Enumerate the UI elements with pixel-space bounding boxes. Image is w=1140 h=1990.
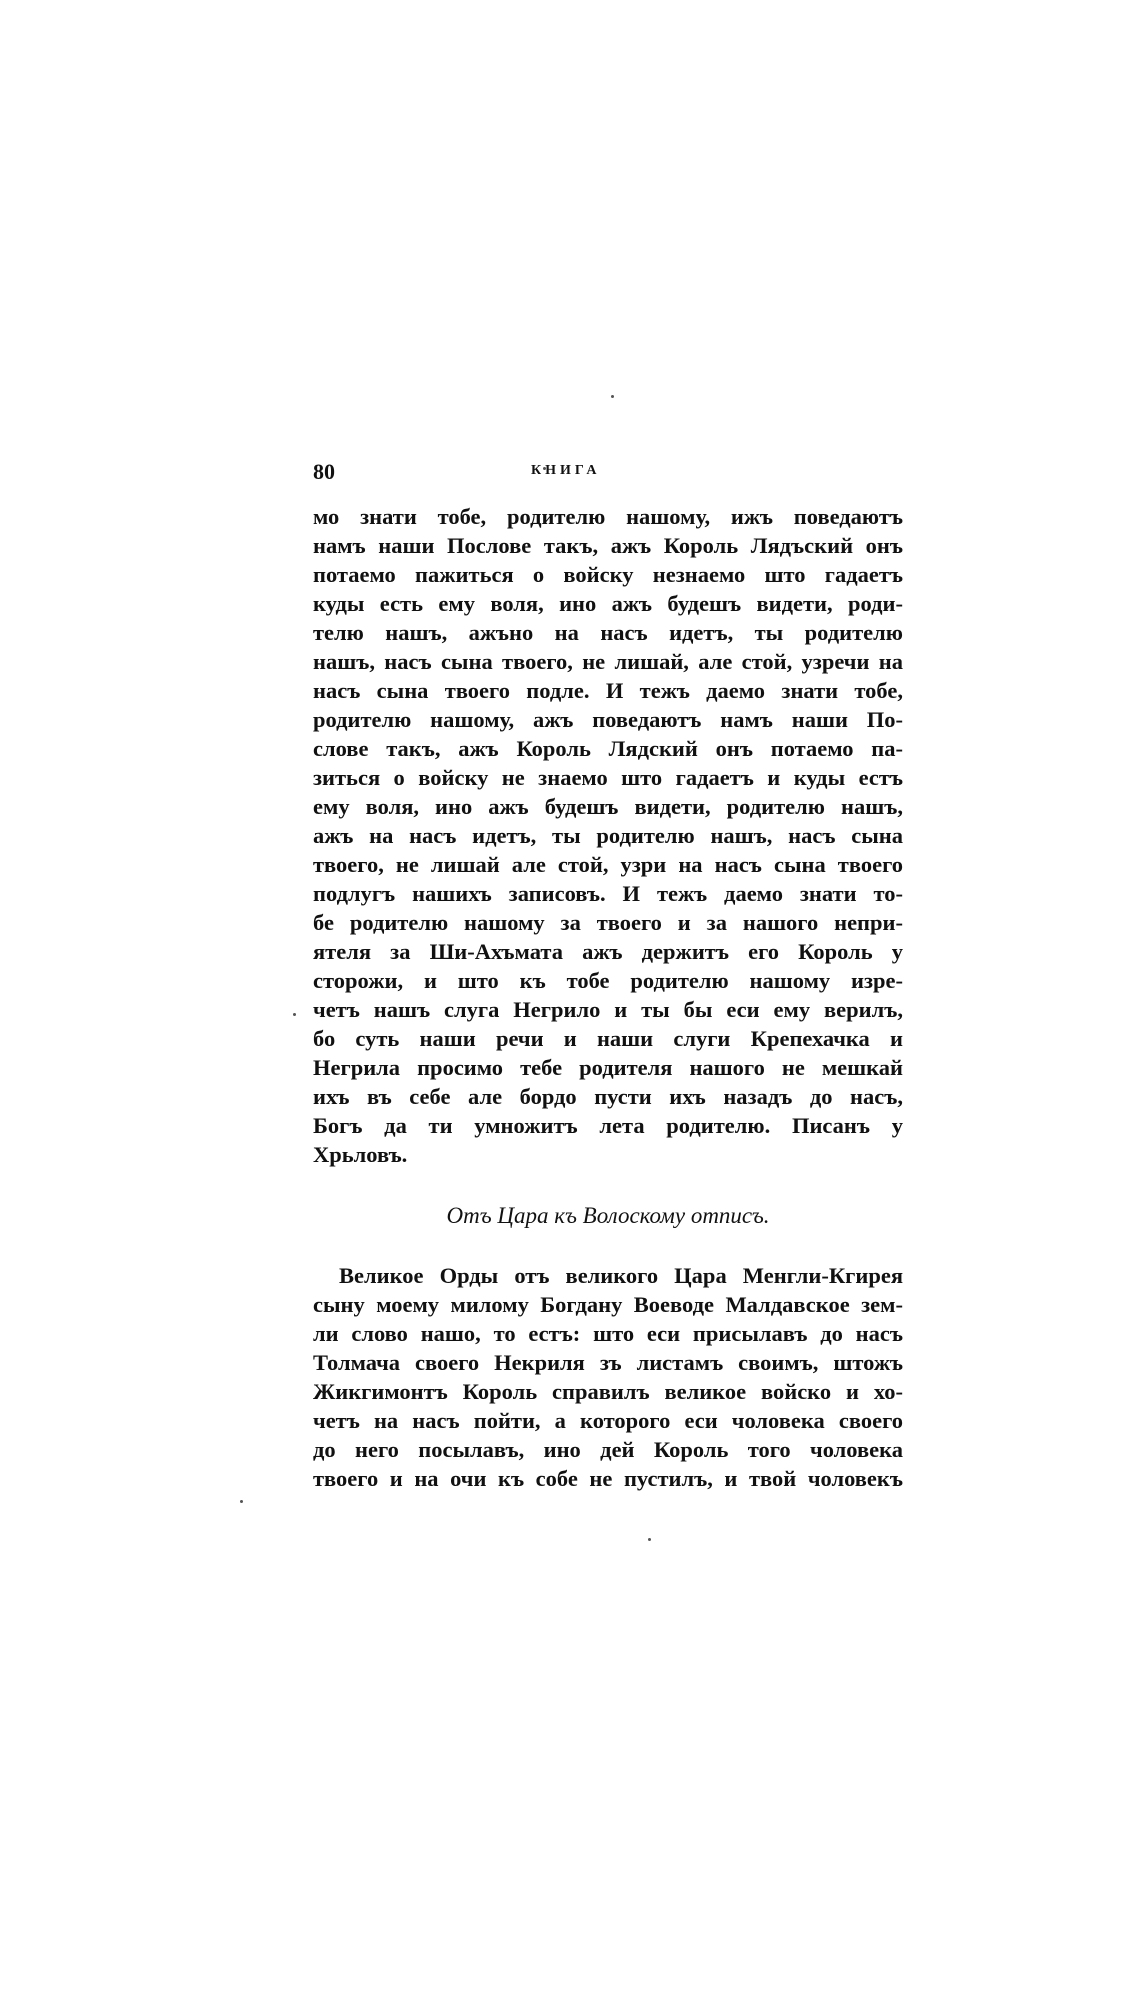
paragraph-2 [313,1261,903,1493]
text-line: насъ сына твоего подле. И тежъ даемо знати тобе, [313,678,903,703]
text-line: Богъ да ти умножитъ лета родителю. Писанъ у [313,1113,903,1138]
text-line: зиться о войску не знаемо што гадаетъ и куды естъ [313,765,903,790]
text-line: сыну моему милому Богдану Воеводе Малдавское зем- [313,1292,903,1317]
text-line: ятеля за Ши-Ахъмата ажъ держитъ его Король у [313,939,903,964]
text-line: ихъ въ себе але бордо пусти ихъ назадъ до насъ, [313,1084,903,1109]
text-line: до него посылавъ, ино дей Король того чоловека [313,1437,903,1462]
text-line: Негрила просимо тебе родителя нашого не мешкай [313,1055,903,1080]
text-line: мо знати тобе, родителю нашому, ижъ поведаютъ [313,504,903,529]
section-title: Отъ Цара къ Волоскому отписъ. [446,1203,770,1228]
speck-mark [611,395,614,398]
text-line: бе родителю нашому за твоего и за нашого непри- [313,910,903,935]
text-line: твоего и на очи къ собе не пустилъ, и твой чоловекъ [313,1466,903,1491]
text-line: потаемо пажиться о войску незнаемо што гадаетъ [313,562,903,587]
speck-mark [648,1538,651,1541]
text-line: нашъ, насъ сына твоего, не лишай, але стой, узречи на [313,649,903,674]
paragraph-1 [313,502,903,1169]
text-line: ему воля, ино ажъ будешъ видети, родителю нашъ, [313,794,903,819]
text-line: ажъ на насъ идетъ, ты родителю нашъ, насъ сына [313,823,903,848]
page-header [313,459,903,485]
text-line: подлугъ нашихъ записовъ. И тежъ даемо знати то- [313,881,903,906]
speck-mark [240,1500,243,1503]
text-line: Хрьловъ. [313,1142,408,1167]
text-line: телю нашъ, ажъно на насъ идетъ, ты родителю [313,620,903,645]
text-line: куды есть ему воля, ино ажъ будешъ видети, роди- [313,591,903,616]
text-line: сторожи, и што къ тобе родителю нашому изре- [313,968,903,993]
text-line: ли слово нашо, то естъ: што еси присылавъ до насъ [313,1321,903,1346]
text-line: бо суть наши речи и наши слуги Крепехачка и [313,1026,903,1051]
text-line: четъ нашъ слуга Негрило и ты бы еси ему верилъ, [313,997,903,1022]
text-line: четъ на насъ пойти, а которого еси чоловека своего [313,1408,903,1433]
speck-mark [293,1013,296,1016]
text-line: Жикгимонтъ Король справилъ великое войско и хо- [313,1379,903,1404]
page-number: 80 [313,459,335,484]
text-line: слове такъ, ажъ Король Лядский онъ потаемо па- [313,736,903,761]
text-line: Толмача своего Некриля зъ листамъ своимъ, штожъ [313,1350,903,1375]
text-line: родителю нашому, ажъ поведаютъ намъ наши По- [313,707,903,732]
text-line: твоего, не лишай але стой, узри на насъ сына твоего [313,852,903,877]
running-head: КНИГА [531,463,601,478]
text-line: намъ наши Послове такъ, ажъ Король Лядъский онъ [313,533,903,558]
text-line: Великое Орды отъ великого Цара Менгли-Кгирея [339,1263,903,1288]
